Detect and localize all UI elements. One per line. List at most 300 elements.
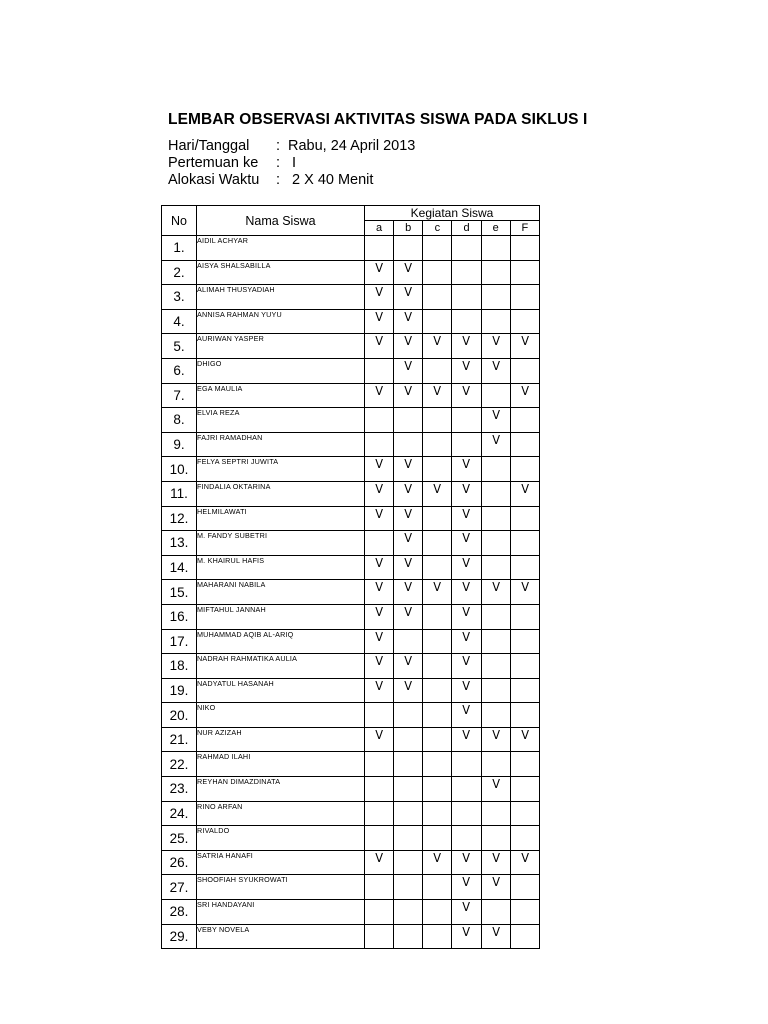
activity-cell-f	[510, 383, 539, 408]
activity-cell-d	[452, 408, 481, 433]
check-mark: V	[404, 678, 413, 693]
activity-cell-b	[394, 309, 423, 334]
student-name: MIFTAHUL JANNAH	[197, 604, 365, 629]
activity-cell-c	[423, 358, 452, 383]
check-mark: V	[462, 358, 471, 373]
check-mark: V	[404, 260, 413, 275]
activity-cell-d	[452, 678, 481, 703]
check-mark: V	[462, 850, 471, 865]
activity-cell-c	[423, 408, 452, 433]
activity-cell-b	[394, 457, 423, 482]
check-mark: V	[462, 654, 471, 669]
activity-cell-f	[510, 900, 539, 925]
row-number: 2.	[162, 260, 197, 285]
table-row	[162, 309, 540, 334]
table-row	[162, 924, 540, 949]
activity-cell-c	[423, 801, 452, 826]
activity-cell-e	[481, 826, 510, 851]
activity-cell-c	[423, 531, 452, 556]
activity-cell-f	[510, 358, 539, 383]
activity-cell-c	[423, 629, 452, 654]
activity-cell-b	[394, 629, 423, 654]
activity-cell-a	[365, 654, 394, 679]
row-number: 4.	[162, 309, 197, 334]
activity-cell-d	[452, 629, 481, 654]
header-name: Nama Siswa	[197, 206, 365, 236]
activity-cell-d	[452, 900, 481, 925]
activity-cell-d	[452, 875, 481, 900]
student-name: FINDALIA OKTARINA	[197, 481, 365, 506]
row-number: 22.	[162, 752, 197, 777]
activity-cell-b	[394, 481, 423, 506]
table-row	[162, 432, 540, 457]
activity-cell-f	[510, 481, 539, 506]
activity-cell-a	[365, 801, 394, 826]
activity-cell-c	[423, 309, 452, 334]
activity-cell-b	[394, 531, 423, 556]
check-mark: V	[404, 285, 413, 300]
activity-cell-d	[452, 531, 481, 556]
activity-cell-a	[365, 432, 394, 457]
activity-cell-a	[365, 285, 394, 310]
activity-cell-f	[510, 432, 539, 457]
student-name: ELVIA REZA	[197, 408, 365, 433]
table-row	[162, 604, 540, 629]
row-number: 21.	[162, 727, 197, 752]
activity-cell-b	[394, 801, 423, 826]
activity-cell-b	[394, 285, 423, 310]
row-number: 5.	[162, 334, 197, 359]
row-number: 6.	[162, 358, 197, 383]
table-row	[162, 801, 540, 826]
activity-cell-a	[365, 826, 394, 851]
table-row	[162, 826, 540, 851]
table-row	[162, 580, 540, 605]
activity-cell-c	[423, 777, 452, 802]
activity-cell-e	[481, 727, 510, 752]
info-row-meeting	[168, 155, 415, 172]
student-name: EGA MAULIA	[197, 383, 365, 408]
info-row-time	[168, 172, 415, 189]
header-activity-b: b	[394, 221, 423, 236]
student-name: ANNISA RAHMAN YUYU	[197, 309, 365, 334]
info-label: Alokasi Waktu	[168, 172, 260, 188]
check-mark: V	[462, 580, 471, 595]
activity-cell-c	[423, 826, 452, 851]
check-mark: V	[462, 629, 471, 644]
check-mark: V	[491, 875, 500, 890]
activity-cell-d	[452, 801, 481, 826]
activity-cell-e	[481, 457, 510, 482]
activity-cell-a	[365, 457, 394, 482]
observation-table	[161, 205, 540, 949]
activity-cell-d	[452, 506, 481, 531]
activity-cell-a	[365, 924, 394, 949]
activity-cell-d	[452, 383, 481, 408]
activity-cell-e	[481, 629, 510, 654]
check-mark: V	[375, 580, 383, 595]
row-number: 17.	[162, 629, 197, 654]
activity-cell-d	[452, 654, 481, 679]
row-number: 13.	[162, 531, 197, 556]
header-activity-f: F	[510, 221, 539, 236]
check-mark: V	[404, 457, 413, 472]
student-name: HELMILAWATI	[197, 506, 365, 531]
activity-cell-f	[510, 826, 539, 851]
row-number: 15.	[162, 580, 197, 605]
info-row-date	[168, 138, 415, 155]
activity-cell-e	[481, 654, 510, 679]
activity-cell-f	[510, 777, 539, 802]
activity-cell-c	[423, 875, 452, 900]
activity-cell-e	[481, 703, 510, 728]
activity-cell-e	[481, 236, 510, 261]
activity-cell-d	[452, 285, 481, 310]
activity-cell-c	[423, 752, 452, 777]
activity-cell-e	[481, 580, 510, 605]
activity-cell-b	[394, 432, 423, 457]
activity-cell-c	[423, 654, 452, 679]
check-mark: V	[520, 383, 529, 398]
activity-cell-f	[510, 506, 539, 531]
check-mark: V	[462, 875, 471, 890]
activity-cell-e	[481, 801, 510, 826]
check-mark: V	[462, 481, 471, 496]
activity-cell-f	[510, 752, 539, 777]
check-mark: V	[433, 580, 442, 595]
check-mark: V	[433, 334, 442, 349]
table-row	[162, 850, 540, 875]
student-name: NADYATUL HASANAH	[197, 678, 365, 703]
table-row	[162, 481, 540, 506]
check-mark: V	[375, 481, 383, 496]
activity-cell-f	[510, 604, 539, 629]
activity-cell-f	[510, 850, 539, 875]
activity-cell-f	[510, 875, 539, 900]
table-body	[162, 236, 540, 949]
header-activity-c: c	[423, 221, 452, 236]
activity-cell-e	[481, 531, 510, 556]
student-name: REYHAN DIMAZDINATA	[197, 777, 365, 802]
table-row	[162, 531, 540, 556]
activity-cell-d	[452, 481, 481, 506]
activity-cell-a	[365, 260, 394, 285]
row-number: 10.	[162, 457, 197, 482]
table-row	[162, 506, 540, 531]
activity-cell-e	[481, 432, 510, 457]
table-row	[162, 236, 540, 261]
check-mark: V	[433, 850, 442, 865]
activity-cell-c	[423, 924, 452, 949]
activity-cell-a	[365, 383, 394, 408]
row-number: 8.	[162, 408, 197, 433]
activity-cell-d	[452, 555, 481, 580]
document-title: LEMBAR OBSERVASI AKTIVITAS SISWA PADA SIKLUS I	[168, 111, 588, 128]
student-name: ALIMAH THUSYADIAH	[197, 285, 365, 310]
activity-cell-d	[452, 826, 481, 851]
activity-cell-e	[481, 334, 510, 359]
table-row	[162, 900, 540, 925]
check-mark: V	[375, 334, 383, 349]
activity-cell-d	[452, 924, 481, 949]
student-name: MAHARANI NABILA	[197, 580, 365, 605]
check-mark: V	[491, 580, 500, 595]
activity-cell-e	[481, 555, 510, 580]
info-label: Pertemuan ke	[168, 155, 259, 171]
student-name: RINO ARFAN	[197, 801, 365, 826]
activity-cell-d	[452, 580, 481, 605]
activity-cell-b	[394, 236, 423, 261]
activity-cell-b	[394, 703, 423, 728]
activity-cell-b	[394, 777, 423, 802]
student-name: SATRIA HANAFI	[197, 850, 365, 875]
info-label: Hari/Tanggal	[168, 138, 250, 154]
check-mark: V	[433, 383, 442, 398]
check-mark: V	[375, 850, 383, 865]
check-mark: V	[462, 506, 471, 521]
row-number: 3.	[162, 285, 197, 310]
info-separator: :	[276, 172, 281, 188]
check-mark: V	[520, 727, 529, 742]
student-name: AURIWAN YASPER	[197, 334, 365, 359]
student-name: RAHMAD ILAHI	[197, 752, 365, 777]
header-activity-d: d	[452, 221, 481, 236]
row-number: 23.	[162, 777, 197, 802]
activity-cell-b	[394, 358, 423, 383]
activity-cell-a	[365, 531, 394, 556]
activity-cell-e	[481, 924, 510, 949]
check-mark: V	[462, 924, 471, 939]
row-number: 14.	[162, 555, 197, 580]
activity-cell-f	[510, 236, 539, 261]
student-name: NUR AZIZAH	[197, 727, 365, 752]
activity-cell-b	[394, 826, 423, 851]
activity-cell-d	[452, 309, 481, 334]
activity-cell-c	[423, 555, 452, 580]
activity-cell-d	[452, 752, 481, 777]
check-mark: V	[375, 727, 383, 742]
session-info	[168, 138, 415, 189]
check-mark: V	[375, 555, 383, 570]
activity-cell-a	[365, 506, 394, 531]
activity-cell-a	[365, 777, 394, 802]
check-mark: V	[462, 555, 471, 570]
check-mark: V	[404, 506, 413, 521]
row-number: 16.	[162, 604, 197, 629]
check-mark: V	[462, 703, 471, 718]
activity-cell-c	[423, 850, 452, 875]
activity-cell-a	[365, 703, 394, 728]
activity-cell-a	[365, 236, 394, 261]
activity-cell-c	[423, 580, 452, 605]
activity-cell-d	[452, 457, 481, 482]
activity-cell-c	[423, 285, 452, 310]
student-name: NADRAH RAHMATIKA AULIA	[197, 654, 365, 679]
check-mark: V	[404, 604, 413, 619]
activity-cell-d	[452, 432, 481, 457]
table-row	[162, 358, 540, 383]
row-number: 7.	[162, 383, 197, 408]
activity-cell-c	[423, 506, 452, 531]
activity-cell-b	[394, 924, 423, 949]
activity-cell-f	[510, 703, 539, 728]
activity-cell-b	[394, 408, 423, 433]
activity-cell-d	[452, 260, 481, 285]
check-mark: V	[375, 309, 383, 324]
check-mark: V	[462, 900, 471, 915]
activity-cell-e	[481, 481, 510, 506]
row-number: 18.	[162, 654, 197, 679]
check-mark: V	[491, 727, 500, 742]
check-mark: V	[520, 481, 529, 496]
header-no: No	[162, 206, 197, 236]
check-mark: V	[375, 457, 383, 472]
activity-cell-f	[510, 678, 539, 703]
activity-cell-d	[452, 777, 481, 802]
row-number: 29.	[162, 924, 197, 949]
check-mark: V	[520, 850, 529, 865]
row-number: 27.	[162, 875, 197, 900]
check-mark: V	[404, 334, 413, 349]
activity-cell-d	[452, 727, 481, 752]
activity-cell-c	[423, 604, 452, 629]
activity-cell-f	[510, 531, 539, 556]
check-mark: V	[520, 334, 529, 349]
student-name: MUHAMMAD AQIB AL-ARIQ	[197, 629, 365, 654]
check-mark: V	[375, 383, 383, 398]
check-mark: V	[491, 777, 500, 792]
activity-cell-e	[481, 309, 510, 334]
check-mark: V	[491, 924, 500, 939]
info-separator: :	[276, 138, 281, 154]
activity-cell-f	[510, 408, 539, 433]
table-row	[162, 555, 540, 580]
activity-cell-e	[481, 260, 510, 285]
activity-cell-b	[394, 875, 423, 900]
table-row	[162, 334, 540, 359]
activity-cell-a	[365, 604, 394, 629]
student-name: AIDIL ACHYAR	[197, 236, 365, 261]
activity-cell-a	[365, 752, 394, 777]
activity-cell-f	[510, 580, 539, 605]
activity-cell-d	[452, 703, 481, 728]
check-mark: V	[375, 678, 383, 693]
activity-cell-a	[365, 358, 394, 383]
check-mark: V	[404, 481, 413, 496]
check-mark: V	[404, 531, 413, 546]
activity-cell-a	[365, 629, 394, 654]
row-number: 26.	[162, 850, 197, 875]
row-number: 1.	[162, 236, 197, 261]
activity-cell-e	[481, 604, 510, 629]
check-mark: V	[404, 358, 413, 373]
activity-cell-e	[481, 285, 510, 310]
activity-cell-f	[510, 555, 539, 580]
activity-cell-d	[452, 604, 481, 629]
activity-cell-f	[510, 334, 539, 359]
student-name: NIKO	[197, 703, 365, 728]
table-row	[162, 408, 540, 433]
activity-cell-f	[510, 457, 539, 482]
activity-cell-c	[423, 703, 452, 728]
activity-cell-e	[481, 752, 510, 777]
table-row	[162, 457, 540, 482]
activity-cell-a	[365, 309, 394, 334]
activity-cell-c	[423, 900, 452, 925]
activity-cell-e	[481, 850, 510, 875]
row-number: 20.	[162, 703, 197, 728]
activity-cell-a	[365, 678, 394, 703]
activity-cell-f	[510, 924, 539, 949]
check-mark: V	[462, 531, 471, 546]
check-mark: V	[462, 678, 471, 693]
activity-cell-d	[452, 236, 481, 261]
student-name: FELYA SEPTRI JUWITA	[197, 457, 365, 482]
header-activity-group: Kegiatan Siswa	[365, 206, 540, 221]
activity-cell-c	[423, 260, 452, 285]
check-mark: V	[462, 383, 471, 398]
activity-cell-e	[481, 875, 510, 900]
activity-cell-e	[481, 506, 510, 531]
table-row	[162, 875, 540, 900]
check-mark: V	[491, 408, 500, 423]
check-mark: V	[433, 481, 442, 496]
table-row	[162, 383, 540, 408]
activity-cell-f	[510, 629, 539, 654]
activity-cell-d	[452, 358, 481, 383]
activity-cell-c	[423, 678, 452, 703]
activity-cell-b	[394, 260, 423, 285]
table-row	[162, 678, 540, 703]
activity-cell-e	[481, 383, 510, 408]
activity-cell-a	[365, 555, 394, 580]
check-mark: V	[375, 654, 383, 669]
row-number: 11.	[162, 481, 197, 506]
activity-cell-c	[423, 481, 452, 506]
activity-cell-a	[365, 900, 394, 925]
activity-cell-b	[394, 678, 423, 703]
check-mark: V	[375, 506, 383, 521]
activity-cell-f	[510, 309, 539, 334]
check-mark: V	[375, 604, 383, 619]
check-mark: V	[491, 850, 500, 865]
activity-cell-b	[394, 654, 423, 679]
student-name: RIVALDO	[197, 826, 365, 851]
row-number: 24.	[162, 801, 197, 826]
activity-cell-a	[365, 481, 394, 506]
activity-cell-a	[365, 727, 394, 752]
check-mark: V	[404, 309, 413, 324]
check-mark: V	[404, 555, 413, 570]
activity-cell-f	[510, 285, 539, 310]
activity-cell-b	[394, 334, 423, 359]
check-mark: V	[491, 358, 500, 373]
activity-cell-a	[365, 875, 394, 900]
check-mark: V	[375, 629, 383, 644]
student-name: AISYA SHALSABILLA	[197, 260, 365, 285]
activity-cell-b	[394, 555, 423, 580]
table-row	[162, 777, 540, 802]
check-mark: V	[375, 285, 383, 300]
activity-cell-b	[394, 850, 423, 875]
activity-cell-d	[452, 850, 481, 875]
activity-cell-b	[394, 383, 423, 408]
check-mark: V	[520, 580, 529, 595]
header-activity-e: e	[481, 221, 510, 236]
activity-cell-f	[510, 801, 539, 826]
table-row	[162, 654, 540, 679]
check-mark: V	[491, 432, 500, 447]
